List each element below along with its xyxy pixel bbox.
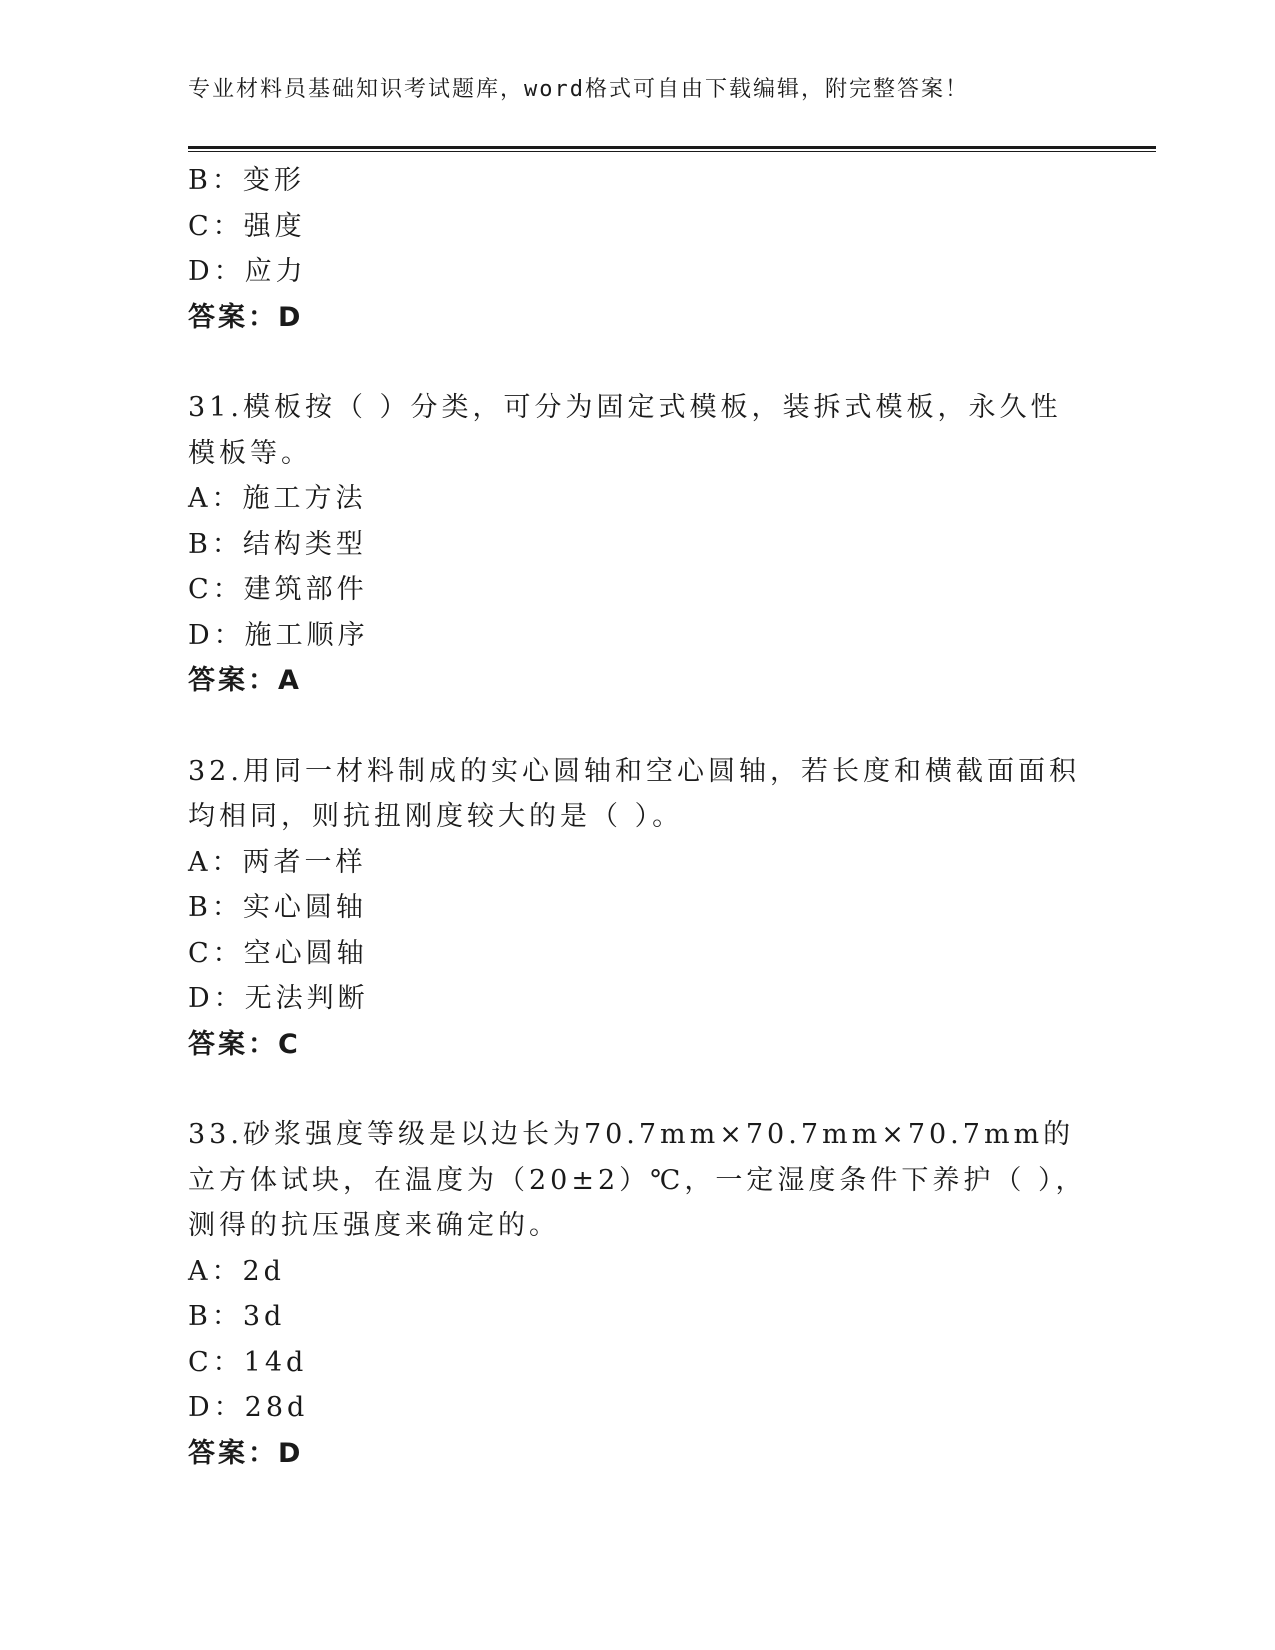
option-a: A：施工方法	[188, 483, 367, 514]
option-c: C：建筑部件	[188, 574, 368, 605]
option-a: A：两者一样	[188, 846, 367, 878]
option-b: B：3d	[188, 1301, 286, 1332]
question-33	[188, 1112, 1108, 1476]
answer-line: 答案：C	[188, 1028, 301, 1060]
header-divider	[188, 146, 1156, 149]
answer-line: 答案：D	[188, 1437, 304, 1469]
question-list	[188, 158, 1108, 1476]
option-b: B：实心圆轴	[188, 892, 367, 923]
option-b: B：变形	[188, 165, 305, 196]
option-d: D：施工顺序	[188, 619, 369, 651]
question-text: 32.用同一材料制成的实心圆轴和空心圆轴，若长度和横截面面积均相同，则抗扭刚度较大的是（ ）。	[188, 755, 1080, 832]
option-c: C：空心圆轴	[188, 937, 368, 969]
answer-line: 答案：D	[188, 301, 304, 333]
question-32	[188, 749, 1108, 1068]
header-divider-thin	[188, 151, 1156, 152]
option-b: B：结构类型	[188, 528, 367, 560]
page-header: 专业材料员基础知识考试题库，word格式可自由下载编辑，附完整答案！	[188, 77, 969, 102]
option-a: A：2d	[188, 1255, 285, 1287]
option-d: D：应力	[188, 256, 307, 287]
option-c: C：强度	[188, 210, 306, 242]
option-d: D：28d	[188, 1392, 309, 1423]
question-31	[188, 385, 1108, 704]
answer-line: 答案：A	[188, 665, 302, 696]
option-c: C：14d	[188, 1346, 308, 1378]
question-text: 31.模板按（ ）分类，可分为固定式模板，装拆式模板，永久性模板等。	[188, 392, 1062, 469]
option-d: D：无法判断	[188, 983, 369, 1014]
question-text: 33.砂浆强度等级是以边长为70.7mm×70.7mm×70.7mm的立方体试块，在温度为（20±2）℃，一定湿度条件下养护（ ），测得的抗压强度来确定的。	[188, 1119, 1087, 1241]
previous-question-tail	[188, 158, 1108, 340]
